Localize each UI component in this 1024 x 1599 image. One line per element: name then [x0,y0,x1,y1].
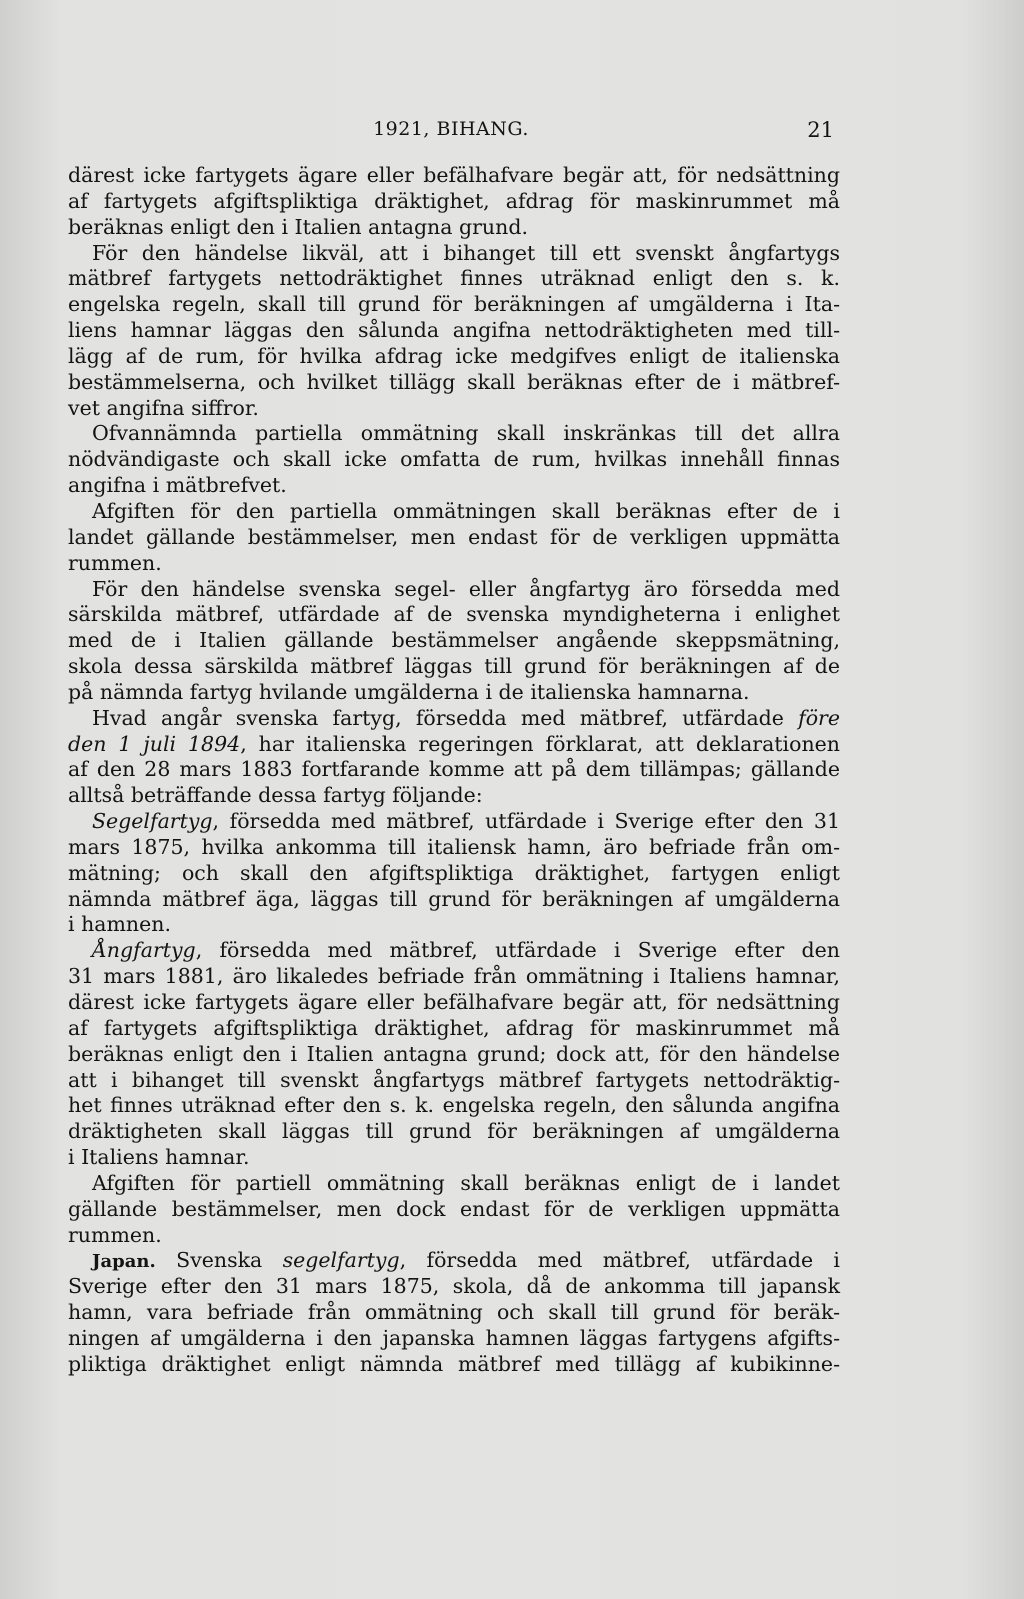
line-text: nämnda mätbref äga, läggas till grund för beräkningen af umgälderna [68,886,840,911]
line-text: Hvad angår svenska fartyg, försedda med mätbref, utfärdade [92,705,799,730]
line-text: mätbref fartygets nettodräktighet finnes uträknad enligt den s. k. [68,266,840,291]
text-line [68,215,840,241]
line-text: därest icke fartygets ägare eller befälhafvare begär att, för nedsättning [68,163,840,187]
line-text: alltså beträffande dessa fartyg följande: [68,783,483,808]
line-text: af den 28 mars 1883 fortfarande komme att på dem tillämpas; gällande [68,757,840,782]
text-line [68,1274,840,1300]
line-text: gällande bestämmelser, men dock endast för de verkligen uppmätta [68,1196,840,1221]
text-line [68,732,840,758]
text-line [68,757,840,783]
line-text: nödvändigaste och skall icke omfatta de rum, hvilkas innehåll finnas [68,447,840,472]
text-line [68,189,840,215]
text-line [68,1016,840,1042]
line-text: liens hamnar läggas den sålunda angifna nettodräktigheten med till- [68,318,840,343]
line-text: , har italienska regeringen förklarat, att deklarationen [240,731,840,756]
italic-text: segelfartyg [282,1248,400,1273]
line-text: 31 mars 1881, äro likaledes befriade från ommätning i Italiens hamnar, [68,964,840,989]
text-line [68,1223,840,1249]
text-line [68,577,840,603]
text-line [68,680,840,706]
text-line [68,1326,840,1352]
text-line [68,938,840,964]
text-line [68,887,840,913]
line-text: af fartygets afgiftspliktiga dräktighet, afdrag för maskinrummet må [68,1015,840,1040]
text-line [68,499,840,525]
line-text: Sverige efter den 31 mars 1875, skola, då de ankomma till japansk [68,1274,840,1299]
text-line [68,912,840,938]
line-text: dräktigheten skall läggas till grund för beräkningen af umgälderna [68,1119,840,1144]
line-text: rummen. [68,1222,162,1247]
line-text: het finnes uträknad efter den s. k. engelska regeln, den sålunda angifna [68,1093,840,1118]
italic-text: den 1 juli 1894 [68,731,241,756]
line-text: Svenska [155,1248,283,1273]
line-text: skola dessa särskilda mätbref läggas till grund för beräkningen af de [68,654,840,679]
line-text: mätning; och skall den afgiftspliktiga dräktighet, fartygen enligt [68,860,840,885]
line-text: , försedda med mätbref, utfärdade i Sverige efter den [195,938,840,963]
line-text: rummen. [68,550,162,575]
line-text: lägg af de rum, för hvilka afdrag icke medgifves enligt de italienska [68,343,840,368]
text-line [68,1197,840,1223]
text-line [68,370,840,396]
text-line [68,783,840,809]
line-text: beräknas enligt den i Italien antagna grund; dock att, för den händelse [68,1041,840,1066]
text-line [68,1352,840,1378]
text-line [68,861,840,887]
line-text: För den händelse likväl, att i bihanget till ett svenskt ångfartygs [92,240,840,265]
line-text: Ofvannämnda partiella ommätning skall inskränkas till det allra [92,421,840,446]
text-line [68,990,840,1016]
text-line [68,1145,840,1171]
line-text: på nämnda fartyg hvilande umgälderna i de italienska hamnarna. [68,679,750,704]
text-line [68,447,840,473]
line-text: , försedda med mätbref, utfärdade i [399,1248,840,1273]
text-line [68,1119,840,1145]
line-text: Afgiften för den partiella ommätningen skall beräknas efter de i [92,498,840,523]
line-text: hamn, vara befriade från ommätning och skall till grund för beräk- [68,1300,840,1325]
line-text: vet angifna siffror. [68,395,259,420]
line-text: i hamnen. [68,912,171,937]
text-line [68,163,840,189]
line-text: att i bihanget till svenskt ångfartygs mätbref fartygets nettodräktig- [68,1067,840,1092]
page-header [68,118,834,144]
line-text: , försedda med mätbref, utfärdade i Sverige efter den 31 [212,809,840,834]
line-text: beräknas enligt den i Italien antagna grund. [68,214,528,239]
text-line [68,344,840,370]
page-number: 21 [807,118,834,142]
italic-text: Ångfartyg [92,938,196,963]
text-line [68,266,840,292]
line-text: mars 1875, hvilka ankomma till italiensk hamn, äro befriade från om- [68,834,840,859]
text-line [68,241,840,267]
text-line [68,1093,840,1119]
line-text: engelska regeln, skall till grund för beräkningen af umgälderna i Ita- [68,292,840,317]
side-heading: Japan. [92,1251,156,1273]
text-line [68,809,840,835]
running-title: 1921, BIHANG. [373,118,529,140]
line-text: med de i Italien gällande bestämmelser angående skeppsmätning, [68,628,840,653]
text-line [68,706,840,732]
line-text: pliktiga dräktighet enligt nämnda mätbref med tillägg af kubikinne- [68,1351,840,1376]
line-text: För den händelse svenska segel- eller ångfartyg äro försedda med [92,576,840,601]
line-text: bestämmelserna, och hvilket tillägg skall beräknas efter de i mätbref- [68,369,840,394]
line-text: Afgiften för partiell ommätning skall beräknas enligt de i landet [92,1170,840,1195]
line-text: angifna i mätbrefvet. [68,473,287,498]
text-line [68,1248,840,1274]
text-line [68,318,840,344]
line-text: särskilda mätbref, utfärdade af de svenska myndigheterna i enlighet [68,602,840,627]
line-text: därest icke fartygets ägare eller befälhafvare begär att, för nedsättning [68,990,840,1014]
line-text: i Italiens hamnar. [68,1145,250,1170]
text-line [68,292,840,318]
text-line [68,551,840,577]
text-line [68,421,840,447]
body-text [68,163,840,1378]
text-line [68,628,840,654]
text-line [68,602,840,628]
text-line [68,1042,840,1068]
text-line [68,1171,840,1197]
line-text: af fartygets afgiftspliktiga dräktighet, afdrag för maskinrummet må [68,188,840,213]
text-line [68,1300,840,1326]
text-line [68,964,840,990]
text-line [68,473,840,499]
text-line [68,654,840,680]
text-line [68,525,840,551]
text-line [68,396,840,422]
line-text: landet gällande bestämmelser, men endast för de verkligen uppmätta [68,524,840,549]
italic-text: före [798,705,840,730]
line-text: ningen af umgälderna i den japanska hamnen läggas fartygens afgifts- [68,1325,840,1350]
text-line [68,835,840,861]
italic-text: Segelfartyg [92,809,213,834]
text-line [68,1068,840,1094]
